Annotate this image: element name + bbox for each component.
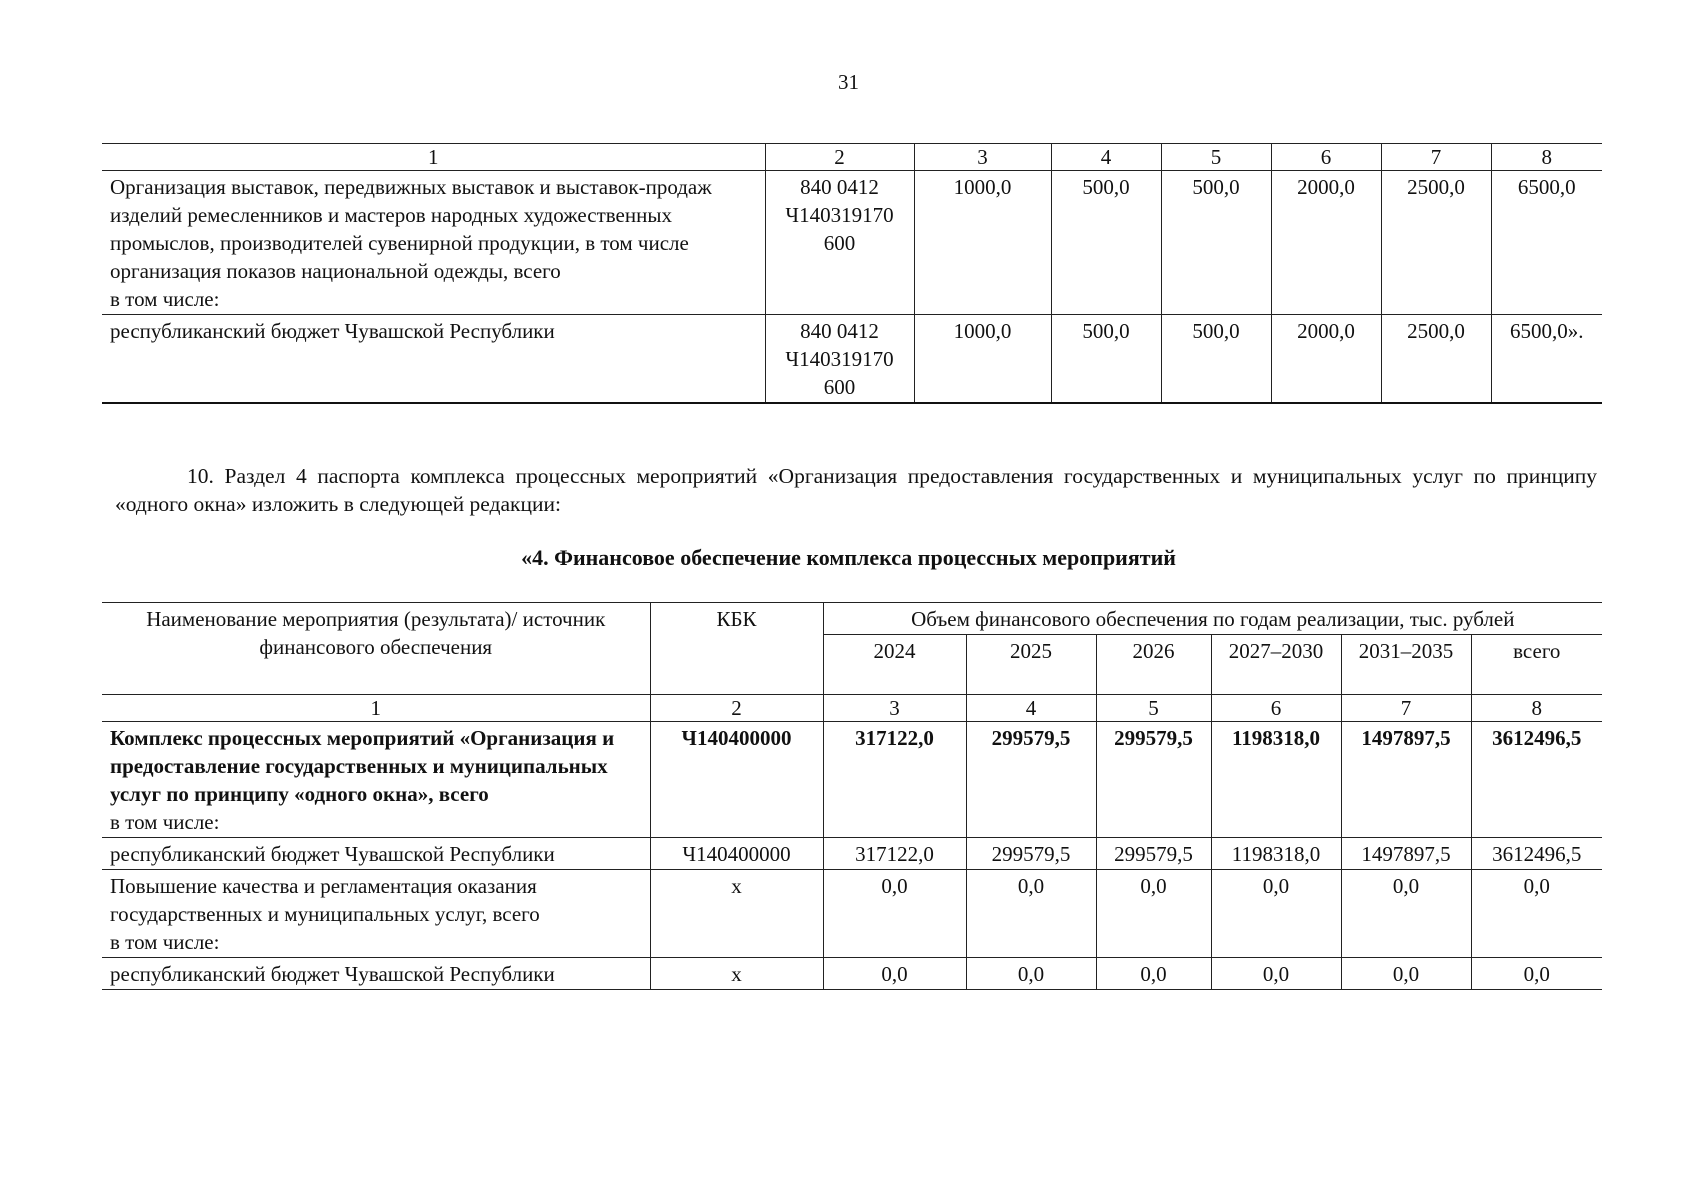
value-cell: 2000,0 — [1271, 315, 1381, 404]
value-cell: 0,0 — [1211, 870, 1341, 958]
value-cell: 0,0 — [1096, 870, 1211, 958]
header-volume: Объем финансового обеспечения по годам реализации, тыс. рублей — [823, 603, 1602, 635]
kbk-line: 600 — [823, 375, 856, 399]
kbk-cell: Ч140400000 — [650, 722, 823, 838]
value-cell: 317122,0 — [823, 838, 966, 870]
table-row — [102, 315, 1602, 404]
row-name-cell: республиканский бюджет Чувашской Республики — [102, 315, 765, 404]
page-number: 31 — [838, 70, 859, 94]
col-number: 3 — [823, 695, 966, 722]
value-cell: 299579,5 — [966, 722, 1096, 838]
kbk-cell: Ч140400000 — [650, 838, 823, 870]
value-cell: 2000,0 — [1271, 171, 1381, 315]
value-cell: 500,0 — [1161, 315, 1271, 404]
col-number: 7 — [1381, 144, 1491, 171]
col-number: 2 — [765, 144, 914, 171]
col-number: 6 — [1271, 144, 1381, 171]
value-cell: 299579,5 — [966, 838, 1096, 870]
value-cell: 0,0 — [823, 958, 966, 990]
header-name: Наименование мероприятия (результата)/ источник финансового обеспечения — [102, 603, 650, 695]
value-cell: 1198318,0 — [1211, 722, 1341, 838]
value-cell: 500,0 — [1161, 171, 1271, 315]
row-sub: в том числе: — [110, 930, 220, 954]
year-header: 2025 — [966, 635, 1096, 695]
header-kbk: КБК — [650, 603, 823, 695]
section-heading: «4. Финансовое обеспечение комплекса процессных мероприятий — [521, 545, 1176, 570]
year-header: всего — [1471, 635, 1602, 695]
value-cell: 6500,0 — [1491, 171, 1602, 315]
table-row — [102, 838, 1602, 870]
kbk-cell: х — [650, 870, 823, 958]
col-number: 8 — [1471, 695, 1602, 722]
value-cell: 3612496,5 — [1471, 838, 1602, 870]
value-cell: 1000,0 — [914, 315, 1051, 404]
table-row — [102, 958, 1602, 990]
value-cell: 500,0 — [1051, 171, 1161, 315]
year-header: 2027–2030 — [1211, 635, 1341, 695]
col-number: 2 — [650, 695, 823, 722]
value-cell: 500,0 — [1051, 315, 1161, 404]
year-header: 2024 — [823, 635, 966, 695]
amendment-paragraph: 10. Раздел 4 паспорта комплекса процессных мероприятий «Организация предоставления государственных и муниципальных услуг по принципу «одного окна» изложить в следующей редакции: — [115, 464, 1597, 516]
col-number: 8 — [1491, 144, 1602, 171]
year-header: 2026 — [1096, 635, 1211, 695]
table-row — [102, 171, 1602, 315]
col-number: 5 — [1161, 144, 1271, 171]
value-cell: 1497897,5 — [1341, 838, 1471, 870]
col-number: 6 — [1211, 695, 1341, 722]
table-row — [102, 870, 1602, 958]
header-row — [102, 603, 1602, 635]
value-cell: 0,0 — [1211, 958, 1341, 990]
value-cell: 299579,5 — [1096, 838, 1211, 870]
row-name-cell — [102, 722, 650, 838]
kbk-line: Ч140319170 — [785, 347, 894, 371]
table-row — [102, 722, 1602, 838]
value-cell: 0,0 — [1341, 870, 1471, 958]
value-cell: 0,0 — [966, 870, 1096, 958]
column-number-row — [102, 144, 1602, 171]
col-number: 4 — [966, 695, 1096, 722]
col-number: 1 — [102, 695, 650, 722]
row-name-cell: республиканский бюджет Чувашской Республики — [102, 838, 650, 870]
kbk-line: 840 0412 — [800, 319, 879, 343]
continuation-table — [102, 143, 1602, 404]
value-cell: 0,0 — [823, 870, 966, 958]
col-number: 7 — [1341, 695, 1471, 722]
column-number-row — [102, 695, 1602, 722]
kbk-line: 600 — [823, 231, 856, 255]
row-sub: в том числе: — [110, 810, 220, 834]
value-cell: 1198318,0 — [1211, 838, 1341, 870]
kbk-line: 840 0412 — [800, 175, 879, 199]
row-name: Комплекс процессных мероприятий «Организация и предоставление государственных и муниципальных услуг по принципу «одного окна», всего — [110, 726, 615, 806]
year-header: 2031–2035 — [1341, 635, 1471, 695]
col-number: 4 — [1051, 144, 1161, 171]
row-name-cell — [102, 870, 650, 958]
value-cell: 1000,0 — [914, 171, 1051, 315]
value-cell: 317122,0 — [823, 722, 966, 838]
kbk-line: Ч140319170 — [785, 203, 894, 227]
kbk-cell — [765, 315, 914, 404]
row-sub: в том числе: — [110, 287, 220, 311]
value-cell: 2500,0 — [1381, 315, 1491, 404]
value-cell: 299579,5 — [1096, 722, 1211, 838]
value-cell: 0,0 — [1471, 870, 1602, 958]
value-cell: 1497897,5 — [1341, 722, 1471, 838]
col-number: 1 — [102, 144, 765, 171]
value-cell: 0,0 — [1471, 958, 1602, 990]
value-cell: 6500,0». — [1491, 315, 1602, 404]
kbk-cell — [765, 171, 914, 315]
col-number: 5 — [1096, 695, 1211, 722]
row-name: Организация выставок, передвижных выставок и выставок-продаж изделий ремесленников и мастеров народных художественных промыслов, производителей сувенирной продукции, в том числе организация показов национальной одежды, всего — [110, 175, 712, 283]
kbk-cell: х — [650, 958, 823, 990]
row-name-cell: республиканский бюджет Чувашской Республики — [102, 958, 650, 990]
value-cell: 0,0 — [1341, 958, 1471, 990]
row-name-cell — [102, 171, 765, 315]
value-cell: 2500,0 — [1381, 171, 1491, 315]
financing-table — [102, 602, 1602, 990]
value-cell: 0,0 — [966, 958, 1096, 990]
row-name: Повышение качества и регламентация оказания государственных и муниципальных услуг, всего — [110, 874, 540, 926]
col-number: 3 — [914, 144, 1051, 171]
value-cell: 0,0 — [1096, 958, 1211, 990]
value-cell: 3612496,5 — [1471, 722, 1602, 838]
